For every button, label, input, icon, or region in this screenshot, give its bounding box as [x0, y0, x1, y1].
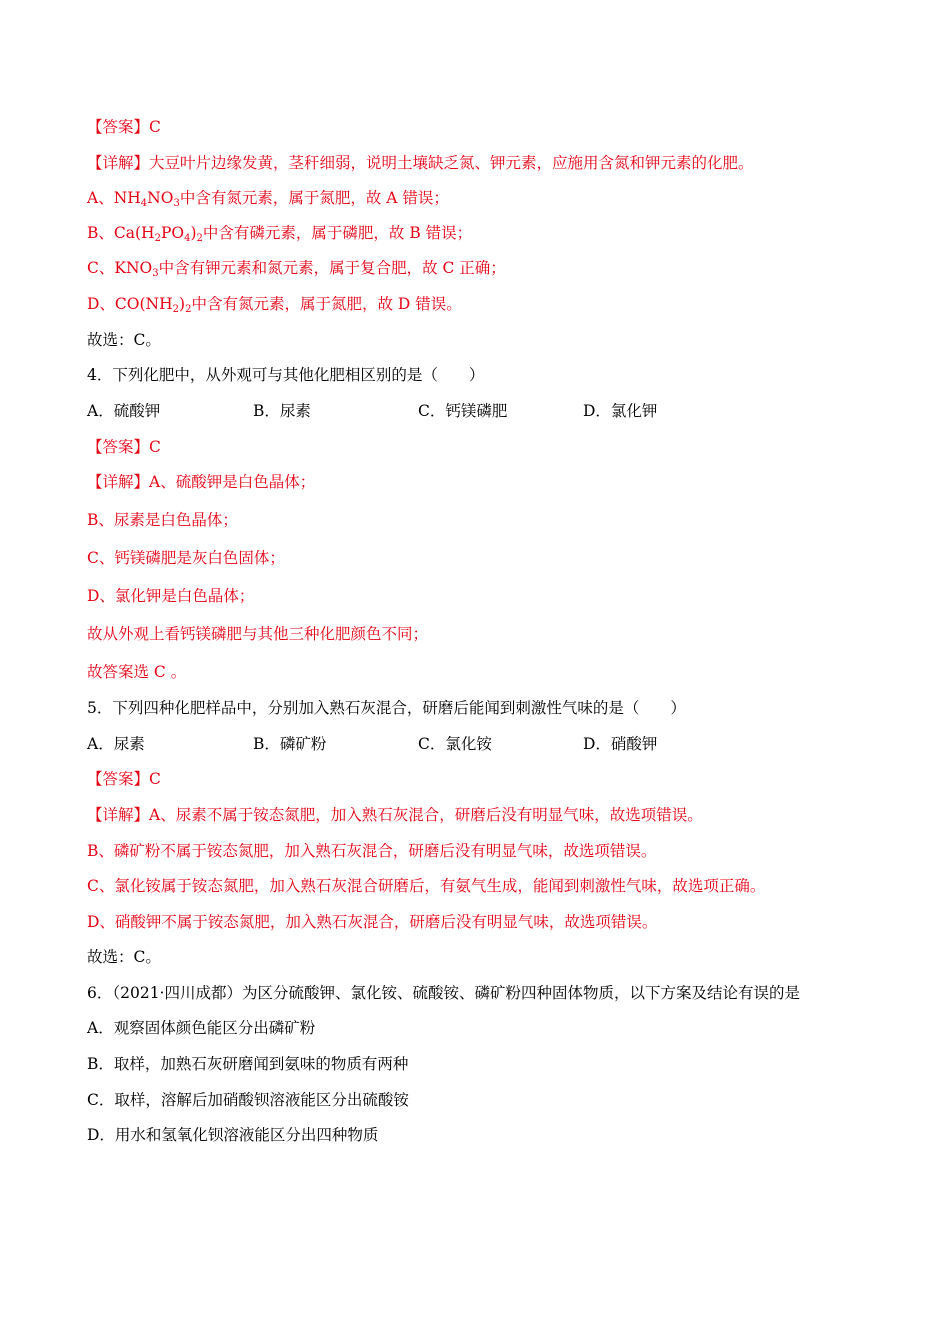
q5-option-b: B．磷矿粉 — [253, 735, 327, 753]
q4-answer: 【答案】C — [87, 438, 161, 456]
q3-detail — [87, 152, 754, 174]
q4-option-d: D．氯化钾 — [583, 402, 658, 420]
q4-detail-line: 故从外观上看钙镁磷肥与其他三种化肥颜色不同； — [87, 625, 429, 643]
q5-conclusion: 故选：C。 — [87, 948, 161, 966]
q3-detail-label: 【详解】 — [87, 154, 150, 172]
q6-option-c: C．取样，溶解后加硝酸钡溶液能区分出硫酸铵 — [87, 1091, 409, 1109]
q3-option-c-explanation: C、$KNO_3$中含有钾元素和氮元素，属于复合肥，故 C 正确； — [87, 259, 506, 279]
q3-option-b-explanation: B、$Ca(H_2PO_4)_2$中含有磷元素，属于磷肥，故 B 错误； — [87, 224, 473, 244]
q4-detail-text: A、硫酸钾是白色晶体； — [149, 473, 316, 491]
q6-option-d: D．用水和氢氧化钡溶液能区分出四种物质 — [87, 1126, 379, 1144]
q5-option-d: D．硝酸钾 — [583, 735, 658, 753]
q5-option-a: A．尿素 — [87, 735, 145, 753]
q5-detail-line: C、氯化铵属于铵态氮肥，加入熟石灰混合研磨后，有氨气生成，能闻到刺激性气味，故选项正确。 — [87, 877, 766, 895]
q4-option-c: C．钙镁磷肥 — [418, 402, 508, 420]
q6-option-a: A．观察固体颜色能区分出磷矿粉 — [87, 1019, 316, 1037]
q3-answer: 【答案】C — [87, 118, 161, 136]
q5-detail-text: A、尿素不属于铵态氮肥，加入熟石灰混合，研磨后没有明显气味，故选项错误。 — [149, 806, 703, 824]
q5-option-c: C．氯化铵 — [418, 735, 492, 753]
q3-conclusion: 故选：C。 — [87, 331, 161, 349]
q4-options — [87, 400, 867, 422]
q4-detail-label: 【详解】 — [87, 473, 150, 491]
q3-option-d-explanation: D、$CO(NH_2)_2$中含有氮元素，属于氮肥，故 D 错误。 — [87, 295, 462, 315]
q5-stem: 5．下列四种化肥样品中，分别加入熟石灰混合，研磨后能闻到刺激性气味的是（ ） — [87, 699, 686, 717]
q3-option-a-explanation: A、$NH_4NO_3$中含有氮元素，属于氮肥，故 A 错误； — [87, 189, 449, 209]
q4-stem: 4．下列化肥中，从外观可与其他化肥相区别的是（ ） — [87, 366, 485, 384]
q3-detail-text: 大豆叶片边缘发黄，茎秆细弱，说明土壤缺乏氮、钾元素，应施用含氮和钾元素的化肥。 — [149, 154, 754, 172]
q5-detail-line: D、硝酸钾不属于铵态氮肥，加入熟石灰混合，研磨后没有明显气味，故选项错误。 — [87, 913, 658, 931]
q6-stem: 6．（2021·四川成都）为区分硫酸钾、氯化铵、硫酸铵、磷矿粉四种固体物质，以下方案及结论有误的是 — [87, 984, 800, 1002]
q4-detail — [87, 471, 315, 493]
q5-options — [87, 733, 867, 755]
q4-detail-line: B、尿素是白色晶体； — [87, 511, 238, 529]
q4-conclusion: 故答案选 C 。 — [87, 663, 187, 681]
q4-detail-line: D、氯化钾是白色晶体； — [87, 587, 255, 605]
q5-detail-label: 【详解】 — [87, 806, 150, 824]
q6-option-b: B．取样，加熟石灰研磨闻到氨味的物质有两种 — [87, 1055, 409, 1073]
q4-option-a: A．硫酸钾 — [87, 402, 161, 420]
q5-detail-line: B、磷矿粉不属于铵态氮肥，加入熟石灰混合，研磨后没有明显气味，故选项错误。 — [87, 842, 657, 860]
q5-answer: 【答案】C — [87, 770, 161, 788]
q4-detail-line: C、钙镁磷肥是灰白色固体； — [87, 549, 285, 567]
q5-detail — [87, 804, 703, 826]
q4-option-b: B．尿素 — [253, 402, 311, 420]
